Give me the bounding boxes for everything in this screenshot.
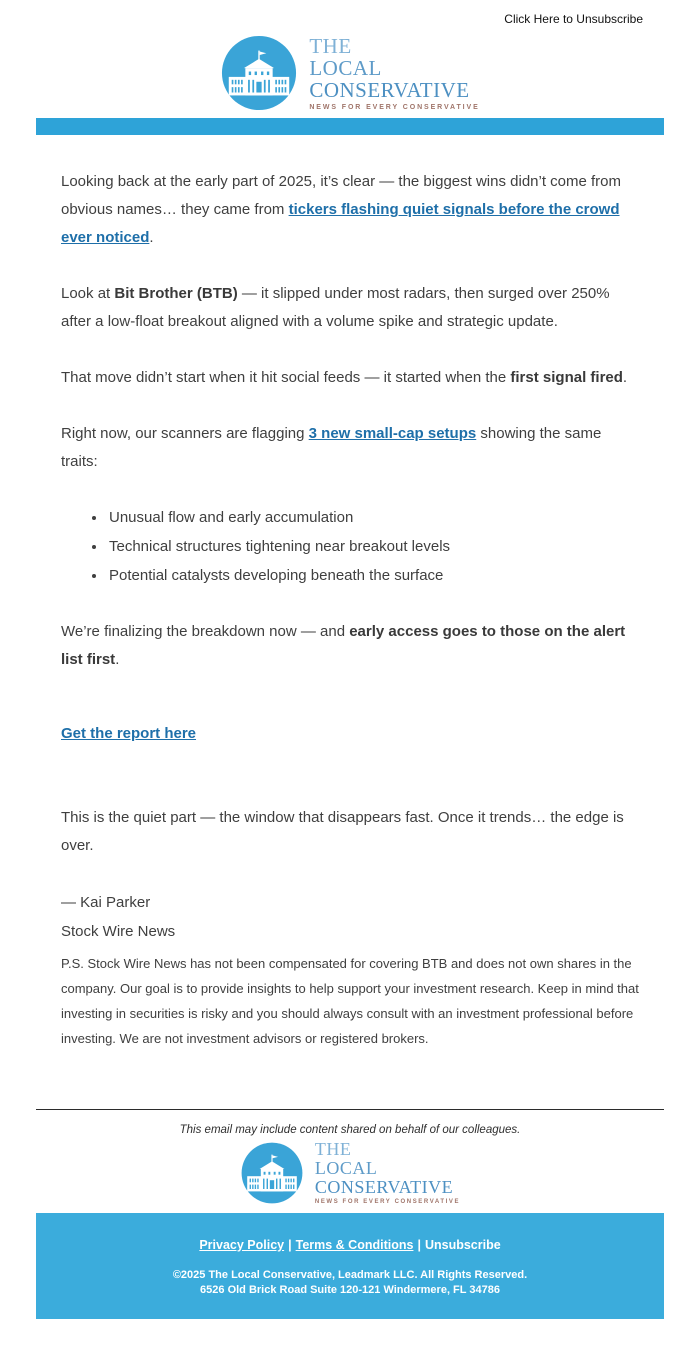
logo-wordmark <box>315 1140 460 1205</box>
footer <box>36 1213 664 1319</box>
behalf-note: This email may include content shared on behalf of our colleagues. <box>179 1124 521 1136</box>
logo-tagline: NEWS FOR EVERY CONSERVATIVE <box>314 1199 461 1205</box>
privacy-policy-link[interactable]: Privacy Policy <box>199 1238 285 1252</box>
footer-divider <box>36 1109 664 1110</box>
white-house-icon <box>220 34 298 112</box>
small-cap-setups-link[interactable]: 3 new small-cap setups <box>308 425 477 442</box>
signature-name: — Kai Parker <box>61 894 151 911</box>
footer-links <box>46 1238 654 1252</box>
early-access-bold: early access goes to those on the alert list first <box>61 623 626 668</box>
paragraph-bb-pre: Look at <box>61 285 115 302</box>
traits-list <box>61 504 639 590</box>
email-body <box>36 135 664 1051</box>
paragraph-sc-pre: Right now, our scanners are flagging <box>61 425 309 442</box>
top-unsubscribe-bar <box>0 0 700 26</box>
paragraph-ea-post: . <box>115 651 120 668</box>
logo-word-the: THE <box>314 1139 352 1159</box>
logo-tagline: NEWS FOR EVERY CONSERVATIVE <box>309 103 480 111</box>
get-report-link[interactable]: Get the report here <box>61 725 197 742</box>
paragraph-quiet-part: This is the quiet part — the window that disappears fast. Once it trends… the edge is over. <box>61 809 624 854</box>
logo-word-the: THE <box>309 33 352 58</box>
paragraph-intro-period: . <box>149 229 154 246</box>
paragraph-bb-post: — it slipped under most radars, then surged over 250% after a low-float breakout aligned with a volume spike and strategic update. <box>61 285 610 330</box>
address-line: 6526 Old Brick Road Suite 120-121 Windermere, FL 34786 <box>200 1284 500 1296</box>
list-item: • Technical structures tightening near breakout levels <box>107 533 639 561</box>
quiet-signals-link[interactable]: tickers flashing quiet signals before the crowd ever noticed <box>61 201 620 246</box>
footer-copyright <box>46 1268 654 1298</box>
first-signal-bold: first signal fired <box>510 369 623 386</box>
footer-unsubscribe-link[interactable]: Unsubscribe <box>424 1238 501 1252</box>
bottom-spacer <box>0 1319 700 1370</box>
signature-org: Stock Wire News <box>61 923 176 940</box>
accent-bar-top <box>36 118 664 135</box>
paragraph-first-signal <box>61 364 639 392</box>
white-house-icon <box>240 1141 304 1205</box>
footer-logo <box>0 1136 700 1213</box>
paragraph-bit-brother <box>61 280 639 336</box>
logo-word-conservative: CONSERVATIVE <box>314 1177 454 1197</box>
signature-block <box>61 888 639 946</box>
paragraph-fs-post: . <box>622 369 628 386</box>
list-item: • Potential catalysts developing beneath the surface <box>107 562 639 590</box>
terms-conditions-link[interactable]: Terms & Conditions <box>295 1238 414 1252</box>
report-link-row <box>61 720 639 748</box>
logo-word-conservative: CONSERVATIVE <box>309 77 470 102</box>
bit-brother-bold: Bit Brother (BTB) <box>114 285 238 302</box>
top-unsubscribe-link[interactable]: Click Here to Unsubscribe <box>504 12 643 26</box>
header-logo <box>0 26 700 118</box>
list-item: • Unusual flow and early accumulation <box>107 504 639 532</box>
paragraph-ea-pre: We’re finalizing the breakdown now — and <box>61 623 350 640</box>
ps-disclaimer: P.S. Stock Wire News has not been compensated for covering BTB and does not own shares in the company. Our goal is to provide insights to help support your investment research. Keep in mind that investing in securities is risky and you should always consult with an investment professional before investing. We are not investment advisors or registered brokers. <box>61 956 639 1046</box>
logo-wordmark <box>309 33 480 111</box>
paragraph-fs-pre: That move didn’t start when it hit social feeds — it started when the <box>61 369 511 386</box>
logo-word-local: LOCAL <box>314 1158 378 1178</box>
paragraph-intro <box>61 168 639 252</box>
logo-word-local: LOCAL <box>309 55 382 80</box>
link-separator: | <box>417 1238 421 1252</box>
link-separator: | <box>288 1238 292 1252</box>
paragraph-scanners <box>61 420 639 476</box>
paragraph-intro-text: Looking back at the early part of 2025, it’s clear — the biggest wins didn’t come from obvious names… they came from <box>61 173 622 218</box>
paragraph-early-access <box>61 618 639 674</box>
copyright-line: ©2025 The Local Conservative, Leadmark LLC. All Rights Reserved. <box>172 1269 528 1281</box>
paragraph-sc-post: showing the same traits: <box>61 425 602 470</box>
